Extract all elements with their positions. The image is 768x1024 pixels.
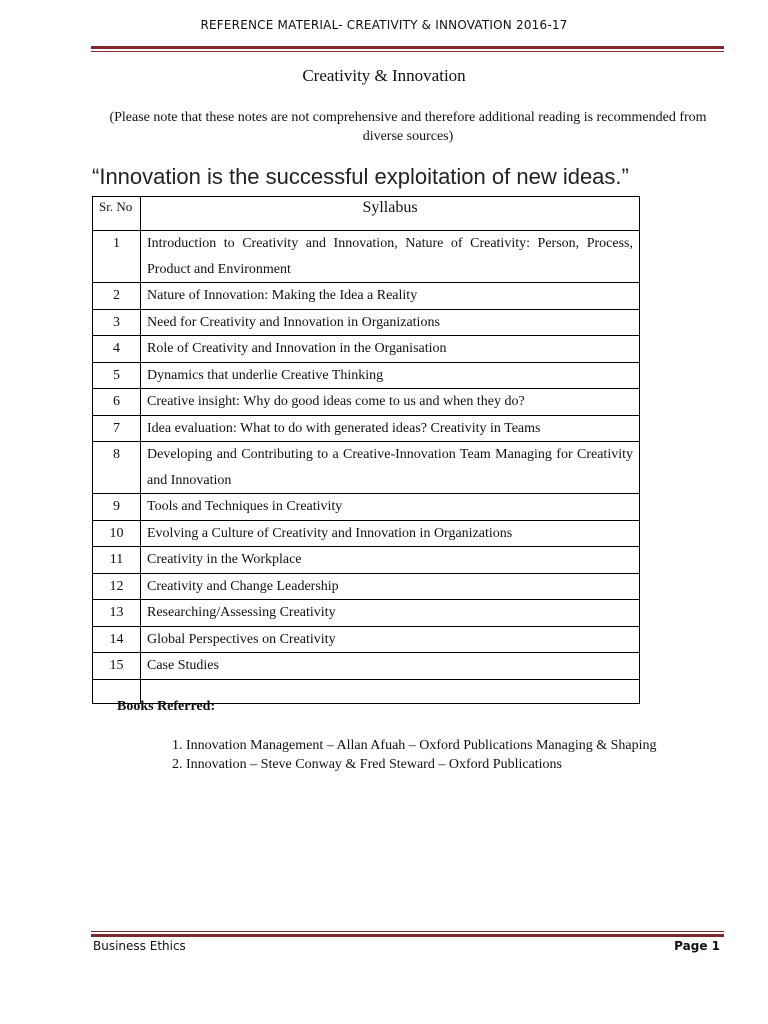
syllabus-body [93, 231, 640, 704]
sr-no-cell: 12 [93, 573, 141, 600]
syllabus-cell: Case Studies [141, 653, 640, 680]
syllabus-cell: Creative insight: Why do good ideas come to us and when they do? [141, 389, 640, 416]
syllabus-header: Syllabus [141, 197, 640, 231]
sr-no-cell: 3 [93, 309, 141, 336]
syllabus-row [93, 494, 640, 521]
sr-no-cell: 8 [93, 442, 141, 494]
page-header: REFERENCE MATERIAL- CREATIVITY & INNOVATION 2016-17 [200, 18, 568, 32]
syllabus-cell: Idea evaluation: What to do with generated ideas? Creativity in Teams [141, 415, 640, 442]
syllabus-cell: Need for Creativity and Innovation in Organizations [141, 309, 640, 336]
syllabus-cell: Introduction to Creativity and Innovation, Nature of Creativity: Person, Process, Product and Environment [141, 231, 640, 283]
syllabus-row [93, 389, 640, 416]
syllabus-cell: Role of Creativity and Innovation in the Organisation [141, 336, 640, 363]
syllabus-row [93, 231, 640, 283]
syllabus-cell: Creativity and Change Leadership [141, 573, 640, 600]
header-rule [91, 46, 724, 52]
syllabus-row [93, 336, 640, 363]
innovation-quote: “Innovation is the successful exploitation of new ideas.” [92, 164, 629, 189]
sr-no-cell: 2 [93, 283, 141, 310]
syllabus-table [92, 196, 640, 704]
syllabus-cell: Evolving a Culture of Creativity and Innovation in Organizations [141, 520, 640, 547]
sr-no-cell: 15 [93, 653, 141, 680]
book-item: 1. Innovation Management – Allan Afuah – Oxford Publications Managing & Shaping [186, 736, 746, 755]
sr-no-cell: 13 [93, 600, 141, 627]
books-list [142, 736, 746, 774]
sr-no-header: Sr. No [93, 197, 141, 231]
empty-cell [141, 679, 640, 703]
sr-no-cell: 10 [93, 520, 141, 547]
document-title: Creativity & Innovation [302, 66, 466, 85]
syllabus-cell: Global Perspectives on Creativity [141, 626, 640, 653]
book-item: 2. Innovation – Steve Conway & Fred Steward – Oxford Publications [186, 755, 746, 774]
sr-no-cell: 9 [93, 494, 141, 521]
syllabus-cell: Creativity in the Workplace [141, 547, 640, 574]
syllabus-header-row [93, 197, 640, 231]
disclaimer-note: (Please note that these notes are not comprehensive and therefore additional reading is recommended from diverse sources) [109, 110, 707, 144]
syllabus-row [93, 442, 640, 494]
syllabus-row [93, 547, 640, 574]
syllabus-cell: Researching/Assessing Creativity [141, 600, 640, 627]
books-referred-heading: Books Referred: [117, 699, 216, 714]
sr-no-cell: 11 [93, 547, 141, 574]
footer-rule [91, 931, 724, 937]
syllabus-row [93, 362, 640, 389]
syllabus-cell: Developing and Contributing to a Creative-Innovation Team Managing for Creativity and Innovation [141, 442, 640, 494]
syllabus-row [93, 653, 640, 680]
syllabus-cell: Dynamics that underlie Creative Thinking [141, 362, 640, 389]
syllabus-row [93, 600, 640, 627]
sr-no-cell: 6 [93, 389, 141, 416]
sr-no-cell: 4 [93, 336, 141, 363]
sr-no-cell: 5 [93, 362, 141, 389]
syllabus-cell: Nature of Innovation: Making the Idea a Reality [141, 283, 640, 310]
syllabus-row [93, 626, 640, 653]
footer-label: Business Ethics [93, 939, 186, 953]
sr-no-cell: 7 [93, 415, 141, 442]
syllabus-cell: Tools and Techniques in Creativity [141, 494, 640, 521]
syllabus-row [93, 520, 640, 547]
sr-no-cell: 1 [93, 231, 141, 283]
syllabus-row [93, 309, 640, 336]
page-number: Page 1 [674, 939, 720, 953]
syllabus-row [93, 573, 640, 600]
sr-no-cell: 14 [93, 626, 141, 653]
syllabus-row [93, 415, 640, 442]
syllabus-row [93, 283, 640, 310]
